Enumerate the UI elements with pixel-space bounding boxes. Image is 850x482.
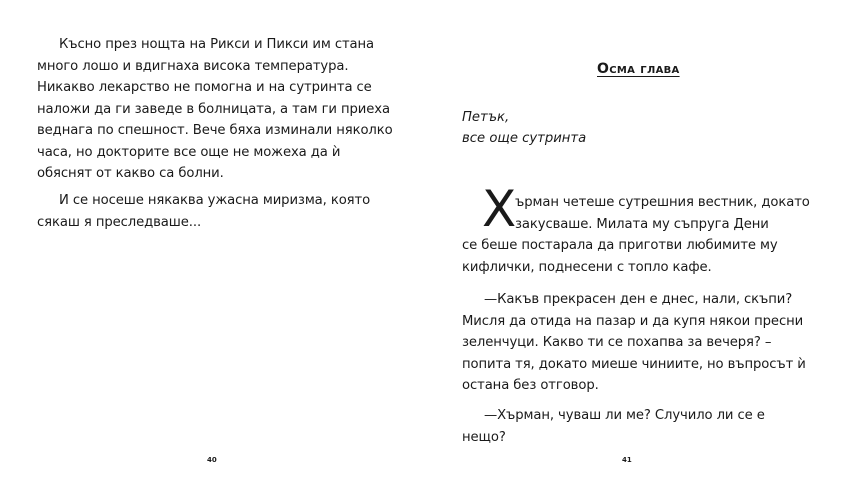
- chapter-title: Осма глава: [597, 61, 680, 77]
- text-line: веднага по спешност. Вече бяха изминали няколко: [37, 123, 393, 138]
- text-line: зеленчуци. Какво ти се похапва за вечеря? –: [462, 335, 772, 350]
- text-line: сякаш я преследваше...: [37, 214, 202, 230]
- text-line: Никакво лекарство не помогна и на сутринта се: [37, 80, 372, 95]
- text-line: кифлички, поднесени с топло кафе.: [462, 259, 712, 275]
- date-line: все още сутринта: [462, 131, 587, 146]
- text-line: остана без отговор.: [462, 378, 599, 393]
- text-line: наложи да ги заведе в болницата, а там ги приеха: [37, 101, 390, 117]
- paragraph: [37, 190, 370, 233]
- text-line: Мисля да отида на пазар и да купя някои пресни: [462, 313, 804, 329]
- paragraph: [462, 192, 810, 278]
- text-line: много лошо и вдигнаха висока температура.: [37, 58, 349, 74]
- text-line: обяснят от какво са болни.: [37, 166, 224, 181]
- text-line: —Хърман, чуваш ли ме? Случило ли се е: [484, 408, 765, 423]
- paragraph: [462, 405, 765, 448]
- paragraph: [37, 34, 393, 185]
- page-number: 40: [207, 456, 217, 464]
- date-line: Петък,: [462, 110, 510, 125]
- page-number: 41: [622, 456, 632, 464]
- right-page: [425, 0, 850, 482]
- text-line: нещо?: [462, 429, 506, 445]
- text-line: —Какъв прекрасен ден е днес, нали, скъпи?: [484, 292, 793, 307]
- text-line: се беше постарала да приготви любимите му: [462, 238, 778, 253]
- text-line: закусваше. Милата му съпруга Дени: [515, 216, 769, 232]
- text-line: Късно през нощта на Рикси и Пикси им стана: [59, 37, 375, 52]
- text-line: ърман четеше сутрешния вестник, докато: [515, 195, 810, 210]
- dropcap-letter: Х: [482, 180, 517, 238]
- text-line: И се носеше някаква ужасна миризма, която: [59, 193, 371, 208]
- paragraph: [462, 289, 806, 397]
- text-line: попита тя, докато миеше чиниите, но въпросът ѝ: [462, 356, 806, 372]
- text-line: часа, но докторите все още не можеха да ѝ: [37, 144, 341, 160]
